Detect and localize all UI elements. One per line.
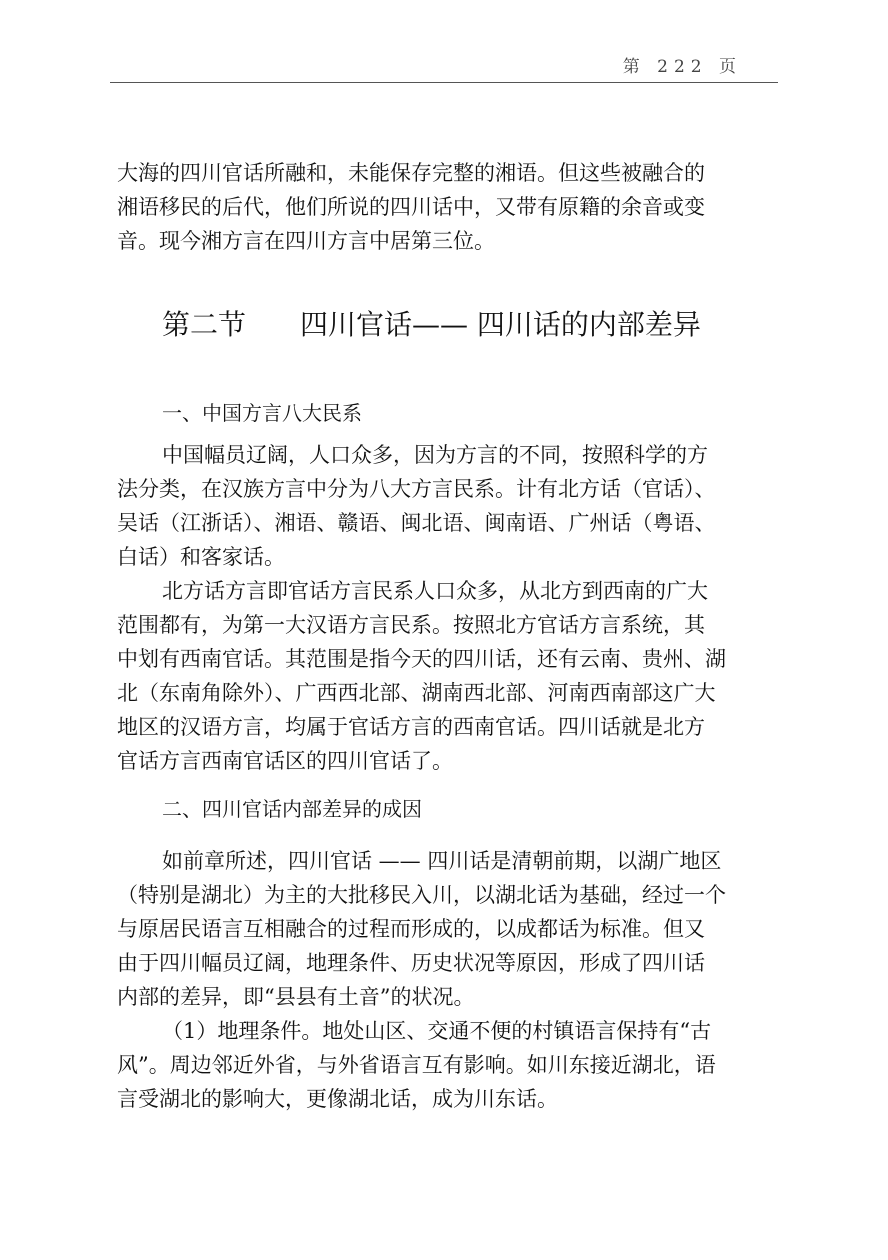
paragraph-line: （特别是湖北）为主的大批移民入川，以湖北话为基础，经过一个 [117,883,726,907]
section-title [162,305,701,345]
subsection-heading: 二、四川官话内部差异的成因 [162,797,422,821]
paragraph-line: 中划有西南官话。其范围是指今天的四川话，还有云南、贵州、湖 [117,647,726,671]
paragraph-line: 由于四川幅员辽阔，地理条件、历史状况等原因，形成了四川话 [117,951,705,975]
intro-line: 音。现今湘方言在四川方言中居第三位。 [117,229,495,253]
paragraph-line: （1）地理条件。地处山区、交通不便的村镇语言保持有“古 [162,1019,712,1043]
page-number: 第 222 页 [622,57,742,77]
paragraph-line: 北（东南角除外）、广西西北部、湖南西北部、河南西南部这广大 [117,681,716,705]
paragraph-line: 风”。周边邻近外省，与外省语言互有影响。如川东接近湖北，语 [117,1053,716,1077]
intro-line: 大海的四川官话所融和，未能保存完整的湘语。但这些被融合的 [117,161,705,185]
paragraph-line: 北方话方言即官话方言民系人口众多，从北方到西南的广大 [162,579,708,603]
paragraph-line: 白话）和客家话。 [117,545,285,569]
section-heading-text: 四川官话—— 四川话的内部差异 [300,308,701,341]
paragraph-line: 地区的汉语方言，均属于官话方言的西南官话。四川话就是北方 [117,715,705,739]
paragraph-line: 官话方言西南官话区的四川官话了。 [117,749,453,773]
paragraph-line: 法分类，在汉族方言中分为八大方言民系。计有北方话（官话）、 [117,477,716,501]
page-header [110,52,778,83]
paragraph-line: 言受湖北的影响大，更像湖北话，成为川东话。 [117,1087,558,1111]
paragraph-line: 范围都有，为第一大汉语方言民系。按照北方官话方言系统，其 [117,613,705,637]
paragraph-line: 与原居民语言互相融合的过程而形成的，以成都话为标准。但又 [117,917,705,941]
intro-line: 湘语移民的后代，他们所说的四川话中，又带有原籍的余音或变 [117,195,705,219]
section-number: 第二节 [162,308,247,341]
paragraph-line: 吴话（江浙话）、湘语、赣语、闽北语、闽南语、广州话（粤语、 [117,511,716,535]
paragraph-line: 如前章所述，四川官话 —— 四川话是清朝前期，以湖广地区 [162,849,722,873]
paragraph-line: 中国幅员辽阔，人口众多，因为方言的不同，按照科学的方 [162,443,708,467]
subsection-heading: 一、中国方言八大民系 [162,401,362,425]
paragraph-line: 内部的差异，即“县县有土音”的状况。 [117,985,475,1009]
